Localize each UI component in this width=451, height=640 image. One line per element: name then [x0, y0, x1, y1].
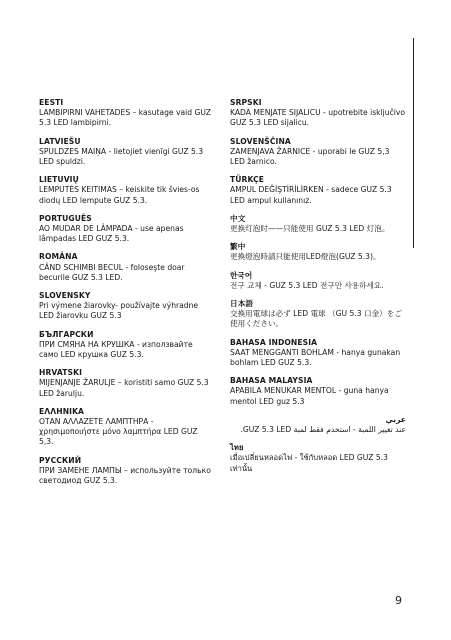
- language-title: 한국어: [230, 270, 253, 280]
- instruction-text: 更換燈泡時請只能使用LED燈泡(GUZ 5.3)。: [230, 252, 381, 262]
- language-title: TÜRKÇE: [230, 175, 265, 185]
- language-title: SLOVENŠČINA: [230, 136, 291, 146]
- language-title: РУССКИЙ: [39, 455, 82, 465]
- language-section: [39, 252, 211, 283]
- instruction-text: SPULDZES MAIŅA - lietojiet vienīgi GUZ 5.3 LED spuldzi.: [39, 146, 204, 167]
- language-section: [39, 456, 211, 487]
- language-title: LATVIEŠU: [39, 136, 81, 146]
- language-section: [39, 175, 211, 206]
- instruction-text: LAMBIPIRNI VAHETADES – kasutage vaid GUZ 5.3 LED lambipirni.: [39, 108, 212, 128]
- crop-mark-line: [413, 38, 414, 248]
- instruction-text: 전구 교체 - GUZ 5.3 LED 전구만 사용하세요.: [230, 280, 384, 290]
- language-title: 日本語: [230, 299, 254, 309]
- language-title: SRPSKI: [230, 98, 262, 107]
- language-section: [39, 407, 211, 448]
- language-section: [230, 137, 406, 168]
- language-section: [230, 415, 406, 435]
- language-section: [230, 338, 406, 369]
- language-title: SLOVENSKY: [39, 291, 91, 301]
- language-section: [230, 271, 406, 291]
- language-title: BAHASA INDONESIA: [230, 337, 318, 347]
- language-title: ΕΛΛΗΝΙΚΑ: [39, 406, 85, 416]
- language-section: [230, 299, 406, 330]
- language-section: [39, 98, 211, 129]
- language-title: عربي: [385, 414, 406, 424]
- instruction-text: Pri výmene žiarovky- používajte výhradne LED žiarovku GUZ 5.3: [39, 301, 199, 321]
- instruction-text: KADA MENJATE SIJALICU - upotrebite isključivo GUZ 5.3 LED sijalicu.: [230, 108, 406, 128]
- instruction-text: AMPUL DEĞİŞTİRİLİRKEN - sadece GUZ 5.3 LED ampul kullanınız.: [230, 185, 392, 205]
- language-section: [39, 214, 211, 245]
- instruction-text: MIJENJANJE ŽARULJE – koristiti samo GUZ 5.3 LED žarulju.: [39, 378, 209, 398]
- language-title: PORTUGUÊS: [39, 213, 92, 223]
- language-section: [230, 443, 406, 474]
- language-title: БЪЛГАРСКИ: [39, 329, 94, 339]
- language-title: HRVATSKI: [39, 368, 83, 378]
- language-section: [230, 98, 406, 129]
- language-section: [39, 137, 211, 168]
- instruction-text: APABILA MENUKAR MENTOL - guna hanya mentol LED guz 5.3: [230, 386, 389, 406]
- language-title: EESTI: [39, 98, 64, 107]
- instruction-text: ПРИ СМЯНА НА КРУШКА - използвайте само LED крушка GUZ 5.3.: [39, 339, 193, 360]
- language-title: BAHASA MALAYSIA: [230, 376, 313, 386]
- instruction-text: 更换灯泡时——只能使用 GUZ 5.3 LED 灯泡。: [230, 224, 390, 234]
- instruction-text: ZAMENJAVA ŽARNICE - uporabi le GUZ 5,3 LED žarnico.: [230, 146, 390, 167]
- instruction-text: ΟΤΑΝ ΑΛΛΑΖΕΤΕ ΛΑΜΠΤΗΡΑ - χρησιμοποιήστε μόνο λαμπτήρα LED GUZ 5,3.: [39, 417, 198, 447]
- instruction-text: SAAT MENGGANTI BOHLAM - hanya gunakan bohlam LED GUZ 5.3.: [230, 347, 401, 368]
- language-title: ไทย: [230, 443, 244, 453]
- language-section: [230, 242, 406, 262]
- language-section: [39, 368, 211, 399]
- instruction-text: CÂND SCHIMBI BECUL - foloseşte doar becurile GUZ 5.3 LED.: [39, 262, 185, 282]
- language-section: [39, 330, 211, 361]
- instruction-text: ПРИ ЗАМЕНЕ ЛАМПЫ – используйте только светодиод GUZ 5.3.: [39, 465, 211, 486]
- instruction-text: เมื่อเปลี่ยนหลอดไฟ - ใช้กับหลอด LED GUZ 5.3 เท่านั้น: [230, 453, 388, 473]
- language-section: [39, 291, 211, 322]
- page-number: 9: [395, 594, 402, 607]
- instruction-text: عند تغيير اللمبة - استخدم فقط لمبة GUZ 5.3 LED.: [240, 425, 406, 435]
- language-section: [230, 376, 406, 407]
- left-column: [39, 98, 211, 494]
- language-title: ROMÂNA: [39, 252, 78, 262]
- language-section: [230, 214, 406, 234]
- language-title: LIETUVIŲ: [39, 175, 79, 185]
- language-section: [230, 175, 406, 206]
- language-title: 繁中: [230, 242, 246, 252]
- language-title: 中文: [230, 213, 246, 223]
- instruction-text: 交換用電球は必ず LED 電球 （GU 5.3 口金）をご使用ください。: [230, 309, 402, 329]
- instruction-text: AO MUDAR DE LÂMPADA - use apenas lâmpadas LED GUZ 5.3.: [39, 224, 184, 244]
- instruction-text: LEMPUTĖS KEITIMAS – keiskite tik švies-os diodų LED lempute GUZ 5.3.: [39, 185, 200, 205]
- right-column: [230, 98, 406, 482]
